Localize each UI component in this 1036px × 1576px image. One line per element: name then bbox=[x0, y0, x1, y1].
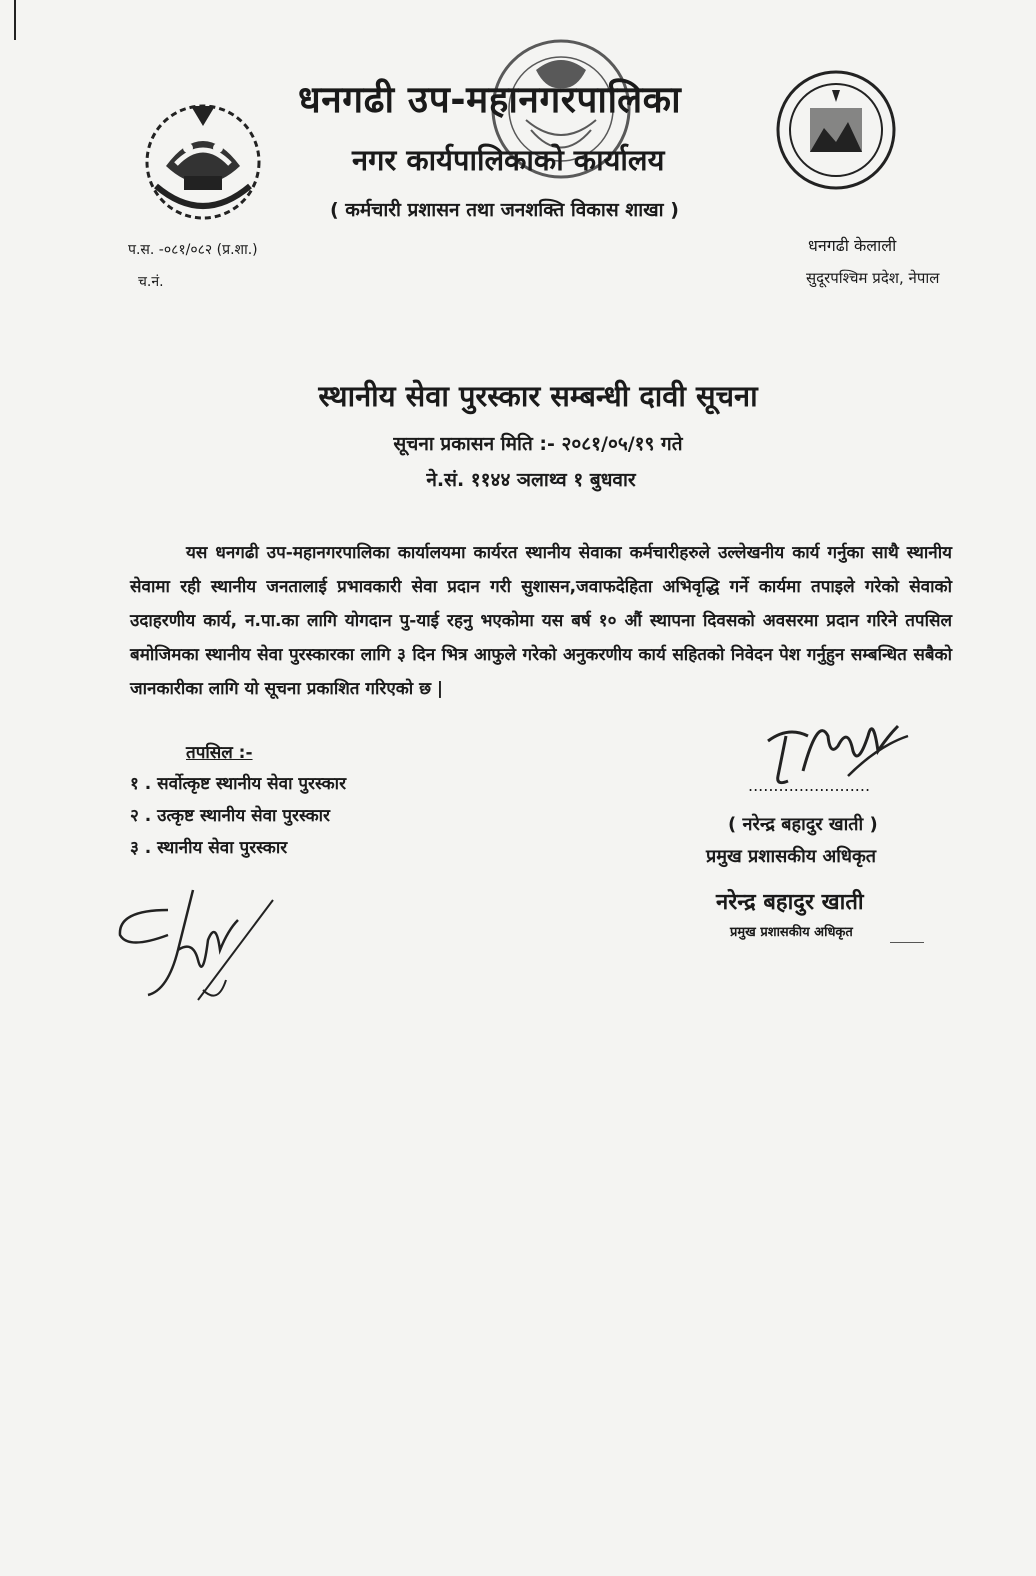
reference-number: प.स. -०८१/०८२ (प्र.शा.) bbox=[128, 242, 258, 258]
nepal-emblem-icon bbox=[136, 96, 270, 226]
award-list bbox=[130, 770, 346, 866]
signatory-title: प्रमुख प्रशासकीय अधिकृत bbox=[706, 846, 877, 867]
list-item: १ . सर्वोत्कृष्ट स्थानीय सेवा पुरस्कार bbox=[130, 774, 347, 794]
municipality-seal-icon bbox=[774, 68, 898, 192]
signatory-name: ( नरेन्द्र बहादुर खाती ) bbox=[728, 814, 878, 835]
org-name: धनगढी उप-महानगरपालिका bbox=[298, 78, 682, 121]
notice-body: यस धनगढी उप-महानगरपालिका कार्यालयमा कार्यरत स्थानीय सेवाका कर्मचारीहरुले उल्लेखनीय कार्य गर्नुका साथै स्थानीय सेवामा रही स्थानीय जनतालाई प्रभावकारी सेवा प्रदान गरी सुशासन,जवाफदेहिता अभिवृद्धि गर्ने कार्यमा तपाइले गरेको सेवाको उदाहरणीय कार्य, न.पा.का लागि योगदान पु-याई रहनु भएकोमा यस बर्ष १० औं स्थापना दिवसको अवसरमा प्रदान गरिने तपसिल बमोजिमका स्थानीय सेवा पुरस्कारका लागि ३ दिन भित्र आफुले गरेको अनुकरणीय कार्य सहितको निवेदन पेश गर्नुहुन सम्बन्धित सबैको जानकारीका लागि यो सूचना प्रकाशित गरिएको छ | bbox=[130, 543, 952, 699]
list-item: ३ . स्थानीय सेवा पुरस्कार bbox=[130, 838, 288, 858]
signature-line: ........................ bbox=[748, 776, 871, 795]
list-item: २ . उत्कृष्ट स्थानीय सेवा पुरस्कार bbox=[130, 806, 330, 826]
dispatch-number: च.नं. bbox=[138, 274, 164, 290]
page-edge-mark bbox=[14, 0, 16, 40]
nepal-sambat-date: ने.सं. ११४४ ञलाथ्व १ बुधवार bbox=[426, 469, 636, 491]
name-stamp-title: प्रमुख प्रशासकीय अधिकृत bbox=[730, 925, 853, 940]
publish-date: सूचना प्रकासन मिति :- २०८१/०५/१९ गते bbox=[393, 433, 683, 455]
stamp-underline bbox=[890, 942, 924, 943]
schedule-heading: तपसिल :- bbox=[186, 743, 253, 763]
branch-name: ( कर्मचारी प्रशासन तथा जनशक्ति विकास शाखा ) bbox=[330, 199, 679, 221]
address-line-2: सुदूरपश्चिम प्रदेश, नेपाल bbox=[806, 269, 940, 287]
notice-title: स्थानीय सेवा पुरस्कार सम्बन्धी दावी सूचना bbox=[318, 379, 758, 413]
office-name: नगर कार्यपालिकाको कार्यालय bbox=[352, 143, 665, 177]
initial-signature bbox=[108, 880, 278, 1010]
name-stamp: नरेन्द्र बहादुर खाती bbox=[716, 890, 864, 915]
address-line-1: धनगढी केलाली bbox=[808, 236, 897, 255]
